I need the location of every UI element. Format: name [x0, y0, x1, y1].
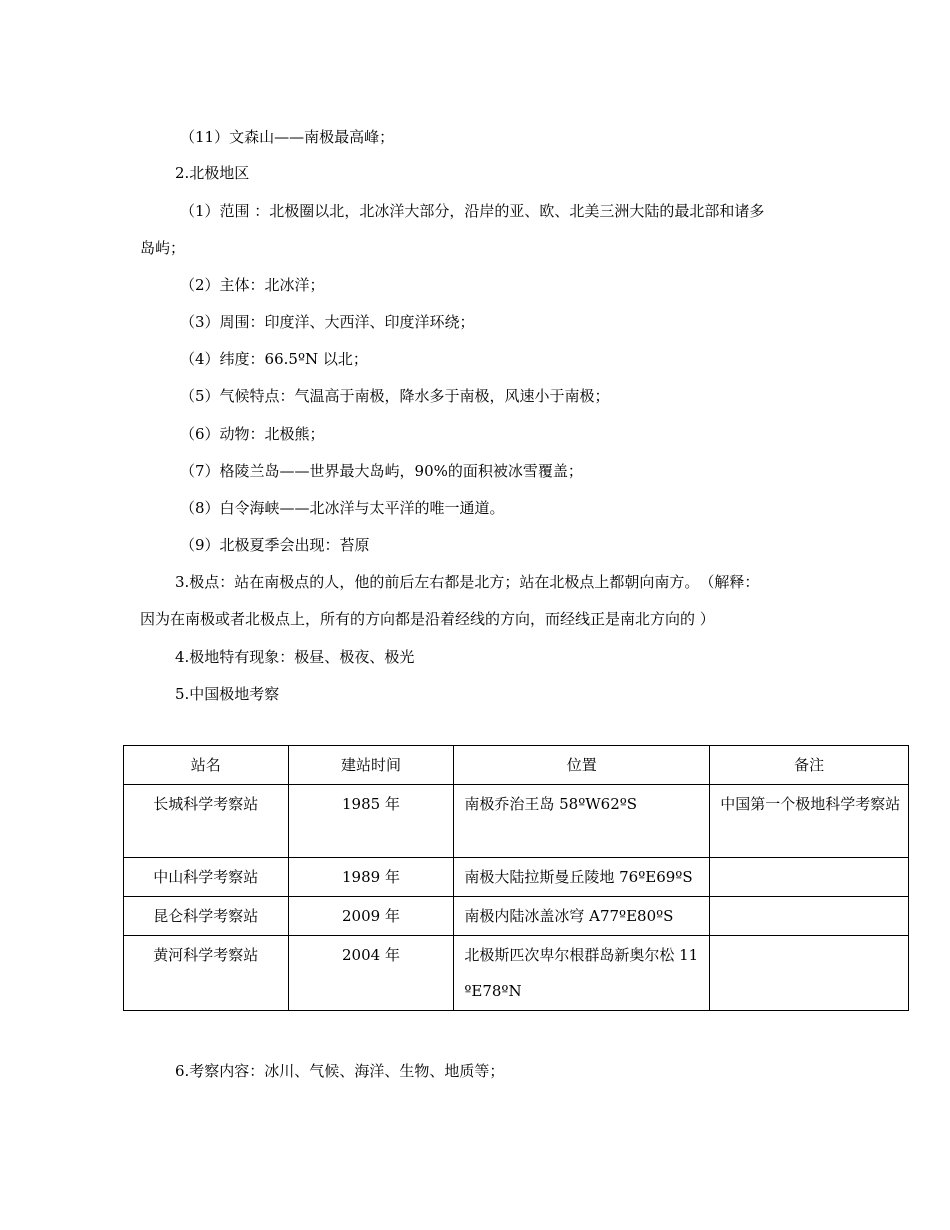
item-arctic-main-body: （2）主体：北冰洋；	[180, 276, 325, 294]
item-arctic-tundra: （9）北极夏季会出现：苔原	[180, 536, 370, 554]
item-arctic-surroundings: （3）周围：印度洋、大西洋、印度洋环绕；	[180, 313, 475, 331]
section-heading-poles: 3.极点：站在南极点的人，他的前后左右都是北方；站在北极点上都朝向南方。 （解释：	[175, 573, 760, 591]
table-row	[124, 858, 909, 897]
location-cell: 南极乔治王岛 58ºW62ºS	[454, 785, 710, 858]
section-heading-arctic: 2.北极地区	[175, 164, 250, 182]
location-cell: 南极内陆冰盖冰穹 A77ºE80ºS	[454, 897, 710, 936]
station-name-cell: 长城科学考察站	[124, 785, 289, 858]
established-cell: 2009 年	[288, 897, 454, 936]
note-cell	[710, 897, 909, 936]
item-bering-strait: （8）白令海峡——北冰洋与太平洋的唯一通道。	[180, 499, 505, 517]
location-cell: 北极斯匹次卑尔根群岛新奥尔松 11ºE78ºN	[454, 936, 710, 1011]
item-vinson-massif: （11）文森山——南极最高峰；	[180, 128, 395, 146]
location-cell: 南极大陆拉斯曼丘陵地 76ºE69ºS	[454, 858, 710, 897]
table-row	[124, 785, 909, 858]
research-stations-table	[123, 745, 909, 1011]
established-cell: 2004 年	[288, 936, 454, 1011]
item-arctic-latitude: （4）纬度：66.5ºN 以北；	[180, 350, 368, 368]
item-arctic-range: （1）范围 ：北极圈以北，北冰洋大部分，沿岸的亚、欧、北美三洲大陆的最北部和诸多	[180, 202, 765, 220]
header-location: 位置	[454, 746, 710, 785]
note-cell	[710, 936, 909, 1011]
header-note: 备注	[710, 746, 909, 785]
item-arctic-climate: （5）气候特点：气温高于南极，降水多于南极，风速小于南极；	[180, 387, 610, 405]
header-station-name: 站名	[124, 746, 289, 785]
item-arctic-range-continued: 岛屿；	[140, 239, 186, 257]
note-cell: 中国第一个极地科学考察站	[710, 785, 909, 858]
section-heading-china-expeditions: 5.中国极地考察	[175, 685, 280, 703]
item-greenland: （7）格陵兰岛——世界最大岛屿，90%的面积被冰雪覆盖；	[180, 462, 583, 480]
section-heading-polar-phenomena: 4.极地特有现象：极昼、极夜、极光	[175, 648, 415, 666]
item-arctic-animal: （6）动物：北极熊；	[180, 425, 325, 443]
note-cell	[710, 858, 909, 897]
station-name-cell: 昆仑科学考察站	[124, 897, 289, 936]
station-name-cell: 中山科学考察站	[124, 858, 289, 897]
section-heading-expedition-content: 6.考察内容：冰川、气候、海洋、生物、地质等；	[175, 1062, 505, 1080]
table-row	[124, 897, 909, 936]
poles-explanation: 因为在南极或者北极点上，所有的方向都是沿着经线的方向，而经线正是南北方向的 ）	[140, 610, 715, 628]
station-name-cell: 黄河科学考察站	[124, 936, 289, 1011]
established-cell: 1989 年	[288, 858, 454, 897]
header-established: 建站时间	[288, 746, 454, 785]
established-cell: 1985 年	[288, 785, 454, 858]
table-header-row	[124, 746, 909, 785]
table-row	[124, 936, 909, 1011]
